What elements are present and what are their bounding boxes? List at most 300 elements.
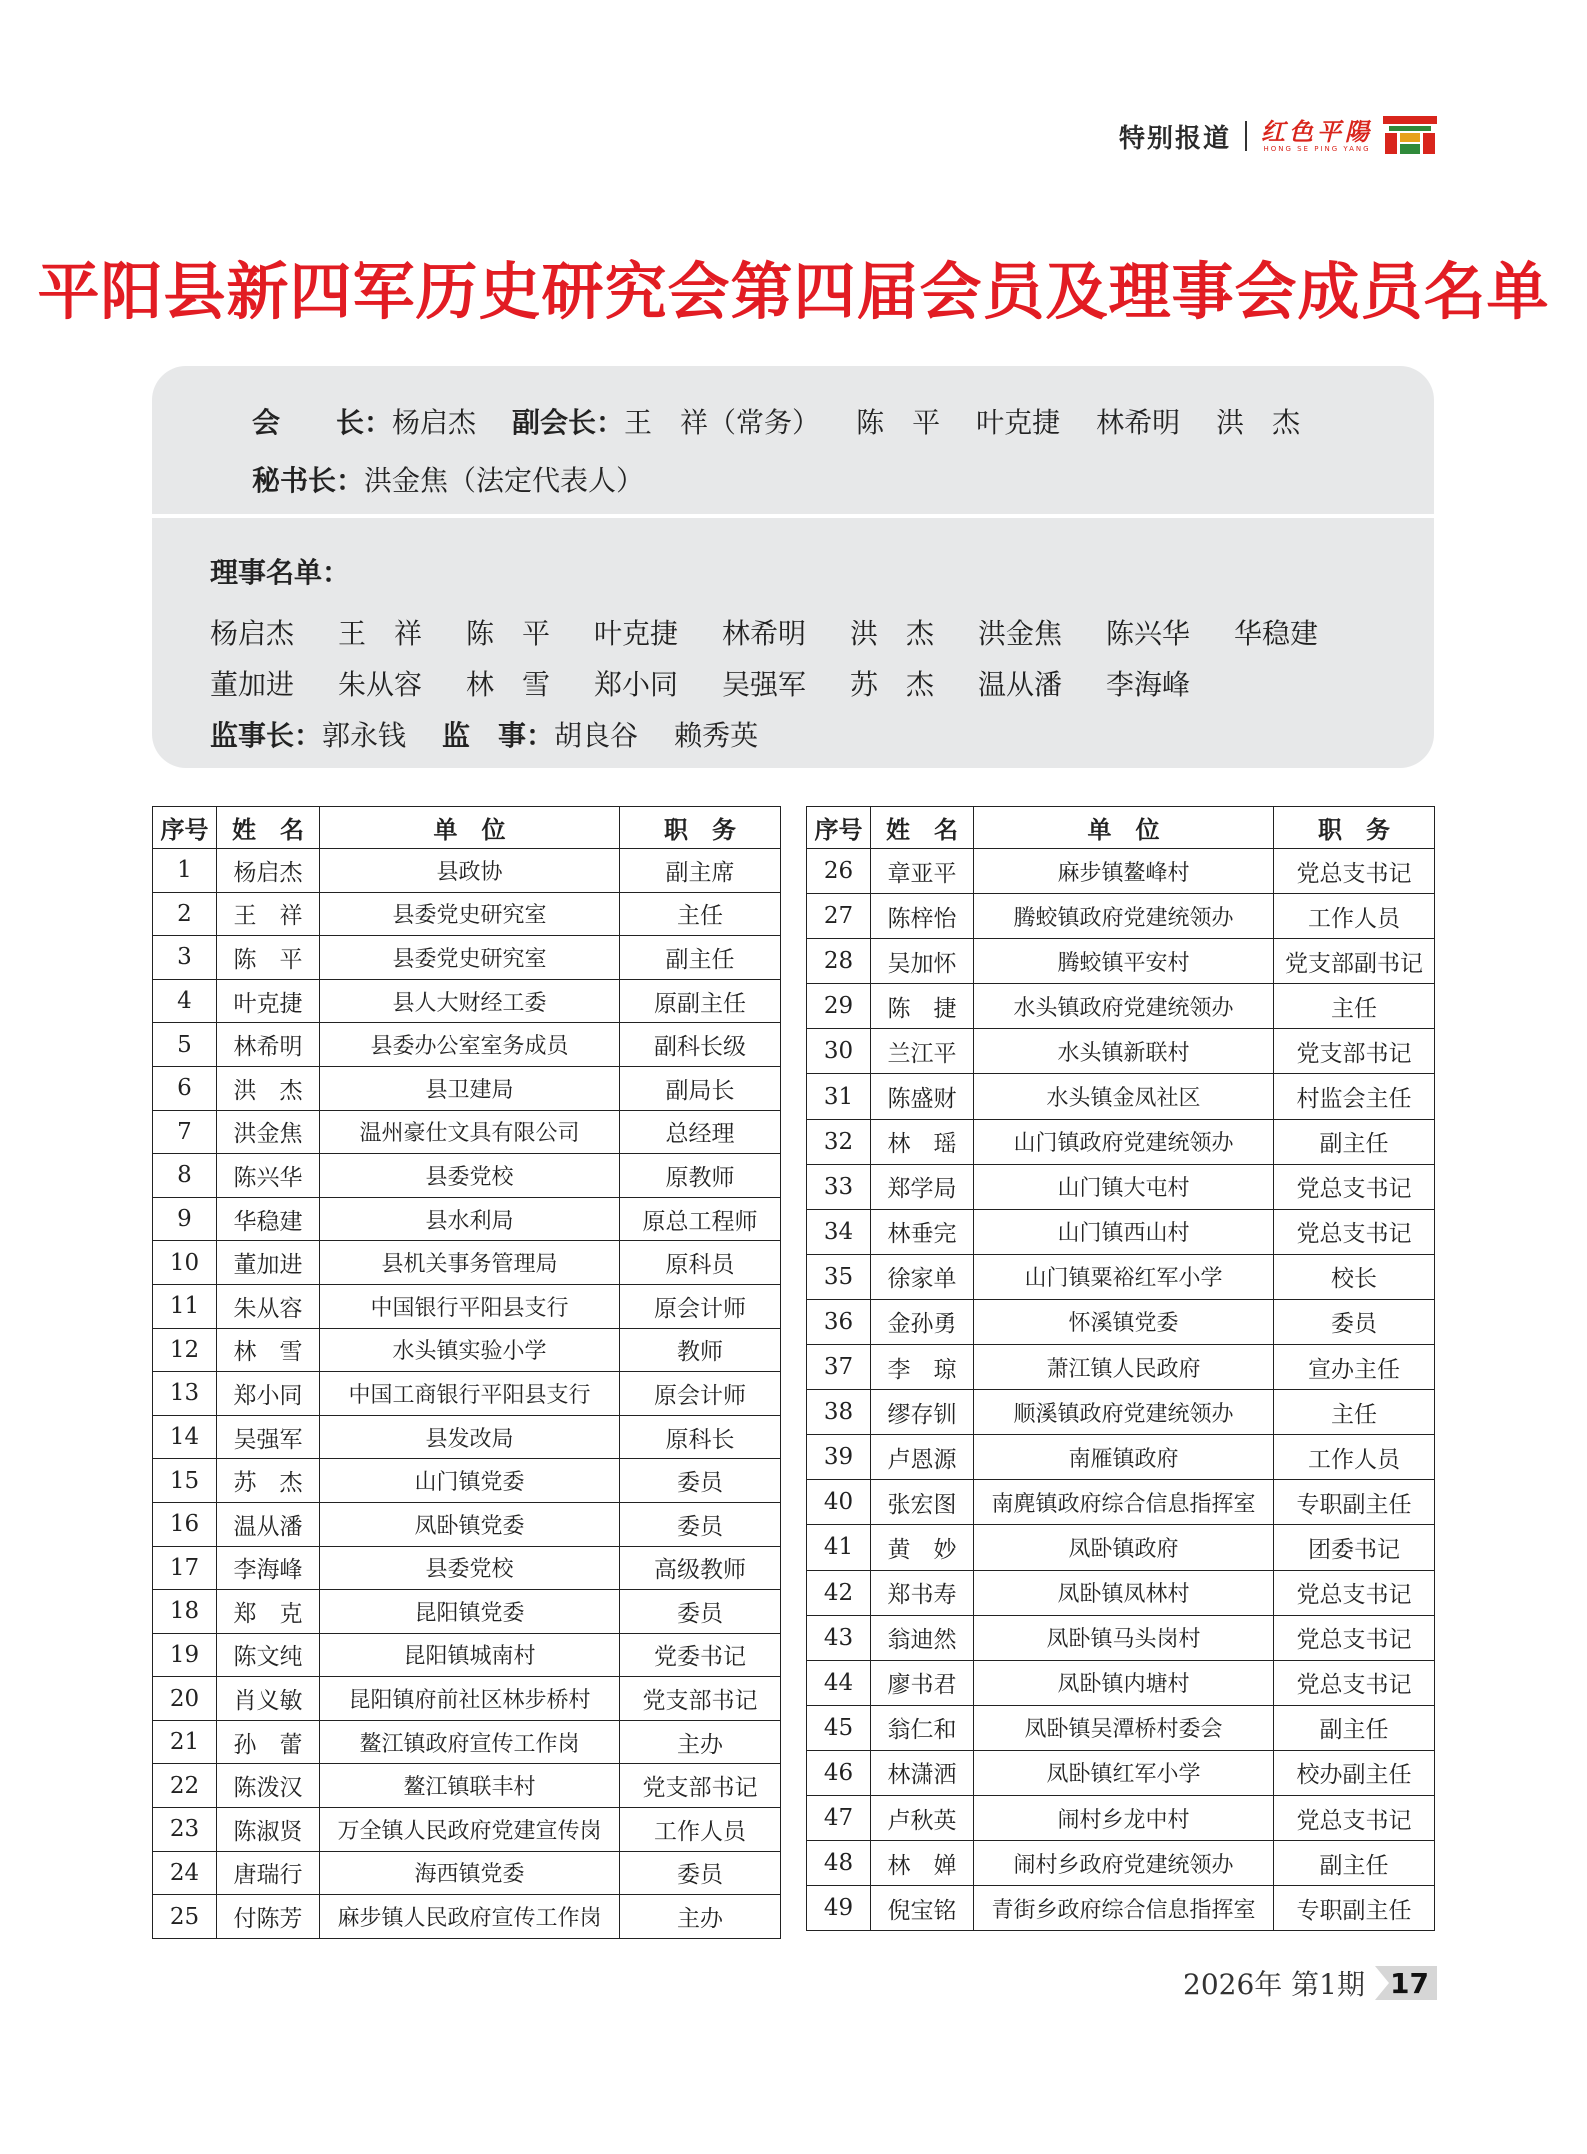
table-row [153,1895,781,1939]
cell-role: 主任 [1274,1390,1435,1435]
council-member: 林 雪 [466,668,551,701]
cell-name: 杨启杰 [217,849,320,893]
table-row [807,894,1435,939]
council-heading: 理事名单： [210,556,351,589]
president-label: 会 长： [252,406,393,439]
cell-role: 原科员 [620,1241,781,1285]
cell-unit: 万全镇人民政府党建宣传岗 [320,1808,620,1852]
president-name: 杨启杰 [392,406,477,439]
table-row [153,1459,781,1503]
table-row [153,1851,781,1895]
council-member: 吴强军 [722,668,807,701]
council-member: 陈兴华 [1106,617,1191,650]
table-body-left [153,849,781,1939]
cell-no: 38 [807,1390,871,1435]
cell-unit: 县委党校 [320,1154,620,1198]
cell-unit: 昆阳镇府前社区林步桥村 [320,1677,620,1721]
secgen-line [252,459,644,499]
header-divider [1245,121,1247,151]
cell-no: 23 [153,1808,217,1852]
cell-name: 温从潘 [217,1502,320,1546]
cell-unit: 县委党史研究室 [320,892,620,936]
cell-no: 1 [153,849,217,893]
table-row [153,1197,781,1241]
cell-name: 陈泼汉 [217,1764,320,1808]
col-header-name: 姓 名 [871,807,974,849]
cell-role: 党支部书记 [620,1764,781,1808]
council-member: 郑小同 [594,668,679,701]
council-member: 李海峰 [1106,668,1191,701]
table-row [153,936,781,980]
cell-name: 张宏图 [871,1480,974,1525]
table-header-row [807,807,1435,849]
cell-unit: 闹村乡政府党建统领办 [974,1841,1274,1886]
table-body-right [807,849,1435,1931]
cell-role: 党总支书记 [1274,1795,1435,1840]
table-row [807,1480,1435,1525]
col-header-unit: 单 位 [320,807,620,849]
cell-unit: 鳌江镇联丰村 [320,1764,620,1808]
cell-role: 副主任 [1274,1119,1435,1164]
vp-name: 陈 平 [856,406,941,439]
cell-name: 吴强军 [217,1415,320,1459]
page-title: 平阳县新四军历史研究会第四届会员及理事会成员名单 [37,255,1550,328]
cell-unit: 水头镇实验小学 [320,1328,620,1372]
cell-unit: 水头镇金凤社区 [974,1074,1274,1119]
table-row [807,1570,1435,1615]
col-header-name: 姓 名 [217,807,320,849]
cell-unit: 县发改局 [320,1415,620,1459]
cell-no: 6 [153,1066,217,1110]
cell-unit: 青街乡政府综合信息指挥室 [974,1886,1274,1931]
secgen-label: 秘书长： [252,464,365,497]
cell-no: 5 [153,1023,217,1067]
cell-name: 翁迪然 [871,1615,974,1660]
cell-no: 12 [153,1328,217,1372]
chief-supervisor-label: 监事长： [210,719,323,752]
cell-role: 党支部副书记 [1274,939,1435,984]
brand-title: 红色平陽 [1261,117,1373,146]
table-header-row [153,807,781,849]
cell-no: 36 [807,1299,871,1344]
cell-unit: 县卫建局 [320,1066,620,1110]
cell-unit: 凤卧镇凤林村 [974,1570,1274,1615]
table-row [153,1372,781,1416]
cell-unit: 顺溪镇政府党建统领办 [974,1390,1274,1435]
cell-name: 林 婵 [871,1841,974,1886]
cell-name: 郑学局 [871,1164,974,1209]
cell-no: 41 [807,1525,871,1570]
cell-role: 工作人员 [1274,894,1435,939]
member-table-left [152,806,781,1939]
cell-name: 王 祥 [217,892,320,936]
cell-name: 缪存钏 [871,1390,974,1435]
table-row [807,1615,1435,1660]
cell-role: 工作人员 [1274,1435,1435,1480]
cell-name: 洪 杰 [217,1066,320,1110]
table-row [153,1677,781,1721]
cell-name: 叶克捷 [217,979,320,1023]
vp-name: 林希明 [1096,406,1181,439]
cell-name: 吴加怀 [871,939,974,984]
cell-name: 华稳建 [217,1197,320,1241]
council-row-2 [210,663,1234,703]
cell-role: 副主席 [620,849,781,893]
cell-no: 37 [807,1345,871,1390]
page-footer [1183,1963,1437,2003]
table-row [807,1390,1435,1435]
table-row [153,1328,781,1372]
cell-name: 倪宝铭 [871,1886,974,1931]
cell-unit: 麻步镇鳌峰村 [974,849,1274,894]
cell-role: 原会计师 [620,1284,781,1328]
council-member: 杨启杰 [210,617,295,650]
cell-role: 宣办主任 [1274,1345,1435,1390]
council-member: 苏 杰 [850,668,935,701]
cell-no: 28 [807,939,871,984]
cell-name: 李海峰 [217,1546,320,1590]
cell-unit: 水头镇政府党建统领办 [974,984,1274,1029]
cell-no: 26 [807,849,871,894]
cell-unit: 昆阳镇城南村 [320,1633,620,1677]
col-header-no: 序号 [807,807,871,849]
cell-unit: 南麂镇政府综合信息指挥室 [974,1480,1274,1525]
cell-unit: 温州豪仕文具有限公司 [320,1110,620,1154]
cell-name: 卢秋英 [871,1795,974,1840]
vp-name: 王 祥（常务） [624,406,821,439]
cell-unit: 县水利局 [320,1197,620,1241]
table-row [153,1284,781,1328]
cell-no: 32 [807,1119,871,1164]
table-row [153,1808,781,1852]
cell-no: 47 [807,1795,871,1840]
cell-unit: 中国银行平阳县支行 [320,1284,620,1328]
vp-name: 叶克捷 [976,406,1061,439]
cell-no: 35 [807,1254,871,1299]
president-line [252,401,1300,441]
cell-unit: 山门镇大屯村 [974,1164,1274,1209]
table-row [807,1164,1435,1209]
cell-name: 陈 捷 [871,984,974,1029]
cell-name: 林 瑶 [871,1119,974,1164]
cell-role: 原会计师 [620,1372,781,1416]
table-row [807,1525,1435,1570]
table-row [807,1345,1435,1390]
page-header [1119,112,1437,160]
council-member: 华稳建 [1234,617,1319,650]
cell-no: 45 [807,1705,871,1750]
table-row [153,892,781,936]
cell-no: 39 [807,1435,871,1480]
col-header-role: 职 务 [620,807,781,849]
cell-no: 20 [153,1677,217,1721]
cell-role: 原教师 [620,1154,781,1198]
table-row [153,849,781,893]
table-row [153,1764,781,1808]
brand-wordmark [1261,119,1373,153]
table-row [807,984,1435,1029]
cell-no: 16 [153,1502,217,1546]
cell-unit: 县委党校 [320,1546,620,1590]
table-row [807,1029,1435,1074]
cell-unit: 县委办公室室务成员 [320,1023,620,1067]
cell-role: 主办 [620,1720,781,1764]
vp-name: 洪 杰 [1216,406,1301,439]
table-row [153,1633,781,1677]
table-row [153,1546,781,1590]
cell-role: 委员 [1274,1299,1435,1344]
cell-no: 49 [807,1886,871,1931]
cell-unit: 凤卧镇政府 [974,1525,1274,1570]
cell-unit: 山门镇政府党建统领办 [974,1119,1274,1164]
cell-name: 黄 妙 [871,1525,974,1570]
table-row [807,1119,1435,1164]
table-row [153,1110,781,1154]
cell-name: 林垂完 [871,1209,974,1254]
cell-name: 林潇洒 [871,1750,974,1795]
cell-unit: 凤卧镇马头岗村 [974,1615,1274,1660]
cell-unit: 腾蛟镇平安村 [974,939,1274,984]
cell-no: 24 [153,1851,217,1895]
cell-name: 卢恩源 [871,1435,974,1480]
supervisor-name: 胡良谷 [554,719,639,752]
cell-role: 校长 [1274,1254,1435,1299]
cell-name: 陈文纯 [217,1633,320,1677]
brand-subtitle: HONG SE PING YANG [1263,145,1371,153]
cell-unit: 县机关事务管理局 [320,1241,620,1285]
cell-name: 徐家单 [871,1254,974,1299]
issue-label: 2026年 第1期 [1183,1968,1365,2001]
cell-role: 党总支书记 [1274,1209,1435,1254]
cell-role: 副局长 [620,1066,781,1110]
cell-no: 21 [153,1720,217,1764]
cell-role: 原总工程师 [620,1197,781,1241]
council-member: 董加进 [210,668,295,701]
col-header-no: 序号 [153,807,217,849]
page-number-tag [1375,1966,1437,2000]
cell-name: 郑书寿 [871,1570,974,1615]
cell-unit: 县政协 [320,849,620,893]
cell-role: 专职副主任 [1274,1886,1435,1931]
table-row [153,1154,781,1198]
cell-no: 44 [807,1660,871,1705]
table-row [807,1841,1435,1886]
col-header-role: 职 务 [1274,807,1435,849]
cell-role: 副主任 [1274,1841,1435,1886]
cell-unit: 萧江镇人民政府 [974,1345,1274,1390]
table-row [807,1209,1435,1254]
table-row [807,1299,1435,1344]
vp-label: 副会长： [512,406,625,439]
cell-unit: 腾蛟镇政府党建统领办 [974,894,1274,939]
panel-divider [152,514,1434,518]
cell-no: 15 [153,1459,217,1503]
cell-name: 陈兴华 [217,1154,320,1198]
cell-unit: 凤卧镇红军小学 [974,1750,1274,1795]
table-row [153,979,781,1023]
col-header-unit: 单 位 [974,807,1274,849]
cell-name: 陈盛财 [871,1074,974,1119]
cell-name: 苏 杰 [217,1459,320,1503]
cell-no: 48 [807,1841,871,1886]
brand-logo-icon [1383,116,1437,156]
table-row [153,1023,781,1067]
cell-name: 孙 蕾 [217,1720,320,1764]
cell-role: 党总支书记 [1274,1570,1435,1615]
table-row [807,939,1435,984]
cell-role: 委员 [620,1590,781,1634]
cell-name: 郑 克 [217,1590,320,1634]
cell-unit: 县人大财经工委 [320,979,620,1023]
table-row [153,1241,781,1285]
table-row [807,1435,1435,1480]
cell-no: 2 [153,892,217,936]
cell-name: 金孙勇 [871,1299,974,1344]
cell-name: 董加进 [217,1241,320,1285]
cell-no: 17 [153,1546,217,1590]
cell-no: 4 [153,979,217,1023]
cell-name: 兰江平 [871,1029,974,1074]
cell-role: 原科长 [620,1415,781,1459]
cell-no: 40 [807,1480,871,1525]
cell-role: 原副主任 [620,979,781,1023]
cell-no: 19 [153,1633,217,1677]
council-member: 洪金焦 [978,617,1063,650]
table-row [153,1066,781,1110]
cell-no: 11 [153,1284,217,1328]
leadership-panel [152,366,1434,768]
cell-name: 陈淑贤 [217,1808,320,1852]
council-member: 朱从容 [338,668,423,701]
cell-unit: 闹村乡龙中村 [974,1795,1274,1840]
cell-unit: 凤卧镇党委 [320,1502,620,1546]
cell-unit: 麻步镇人民政府宣传工作岗 [320,1895,620,1939]
cell-no: 9 [153,1197,217,1241]
cell-name: 唐瑞行 [217,1851,320,1895]
table-row [807,849,1435,894]
page-number: 17 [1390,1966,1429,2000]
cell-role: 委员 [620,1502,781,1546]
cell-unit: 鳌江镇政府宣传工作岗 [320,1720,620,1764]
cell-unit: 山门镇粟裕红军小学 [974,1254,1274,1299]
cell-role: 副主任 [620,936,781,980]
section-label: 特别报道 [1118,123,1231,154]
cell-role: 副科长级 [620,1023,781,1067]
cell-no: 27 [807,894,871,939]
cell-name: 郑小同 [217,1372,320,1416]
cell-no: 31 [807,1074,871,1119]
cell-role: 党支部书记 [1274,1029,1435,1074]
member-table-right [806,806,1435,1931]
table-row [153,1590,781,1634]
cell-no: 43 [807,1615,871,1660]
cell-role: 党支部书记 [620,1677,781,1721]
table-row [807,1074,1435,1119]
cell-role: 党总支书记 [1274,1660,1435,1705]
cell-name: 翁仁和 [871,1705,974,1750]
cell-name: 李 琼 [871,1345,974,1390]
cell-unit: 山门镇西山村 [974,1209,1274,1254]
cell-unit: 凤卧镇内塘村 [974,1660,1274,1705]
cell-role: 委员 [620,1851,781,1895]
cell-no: 22 [153,1764,217,1808]
cell-role: 高级教师 [620,1546,781,1590]
cell-role: 党总支书记 [1274,1615,1435,1660]
cell-unit: 昆阳镇党委 [320,1590,620,1634]
cell-unit: 凤卧镇吴潭桥村委会 [974,1705,1274,1750]
cell-name: 朱从容 [217,1284,320,1328]
cell-role: 副主任 [1274,1705,1435,1750]
cell-no: 3 [153,936,217,980]
cell-no: 46 [807,1750,871,1795]
council-member: 林希明 [722,617,807,650]
cell-no: 8 [153,1154,217,1198]
table-row [807,1254,1435,1299]
cell-unit: 水头镇新联村 [974,1029,1274,1074]
cell-no: 10 [153,1241,217,1285]
cell-no: 18 [153,1590,217,1634]
cell-role: 专职副主任 [1274,1480,1435,1525]
supervisor-label: 监 事： [442,719,555,752]
cell-role: 党总支书记 [1274,1164,1435,1209]
cell-name: 陈 平 [217,936,320,980]
cell-name: 章亚平 [871,849,974,894]
table-row [153,1502,781,1546]
cell-role: 工作人员 [620,1808,781,1852]
cell-unit: 山门镇党委 [320,1459,620,1503]
cell-role: 党委书记 [620,1633,781,1677]
council-row-1 [210,612,1362,652]
cell-role: 主任 [620,892,781,936]
supervisor-line [210,714,758,754]
cell-unit: 中国工商银行平阳县支行 [320,1372,620,1416]
cell-no: 25 [153,1895,217,1939]
cell-unit: 县委党史研究室 [320,936,620,980]
table-row [807,1795,1435,1840]
cell-no: 30 [807,1029,871,1074]
cell-role: 校办副主任 [1274,1750,1435,1795]
cell-name: 廖书君 [871,1660,974,1705]
cell-no: 7 [153,1110,217,1154]
cell-no: 42 [807,1570,871,1615]
cell-name: 林 雪 [217,1328,320,1372]
council-member: 温从潘 [978,668,1063,701]
chief-supervisor-name: 郭永钱 [322,719,407,752]
cell-no: 14 [153,1415,217,1459]
cell-name: 陈梓怡 [871,894,974,939]
council-member: 陈 平 [466,617,551,650]
cell-unit: 南雁镇政府 [974,1435,1274,1480]
council-member: 王 祥 [338,617,423,650]
cell-no: 34 [807,1209,871,1254]
table-row [153,1720,781,1764]
cell-no: 13 [153,1372,217,1416]
council-member: 叶克捷 [594,617,679,650]
table-row [153,1415,781,1459]
secgen-name: 洪金焦（法定代表人） [364,464,645,497]
cell-unit: 怀溪镇党委 [974,1299,1274,1344]
cell-role: 主办 [620,1895,781,1939]
cell-role: 党总支书记 [1274,849,1435,894]
cell-role: 村监会主任 [1274,1074,1435,1119]
cell-unit: 海西镇党委 [320,1851,620,1895]
cell-role: 团委书记 [1274,1525,1435,1570]
council-member: 洪 杰 [850,617,935,650]
table-row [807,1705,1435,1750]
cell-role: 总经理 [620,1110,781,1154]
cell-name: 肖义敏 [217,1677,320,1721]
table-row [807,1750,1435,1795]
